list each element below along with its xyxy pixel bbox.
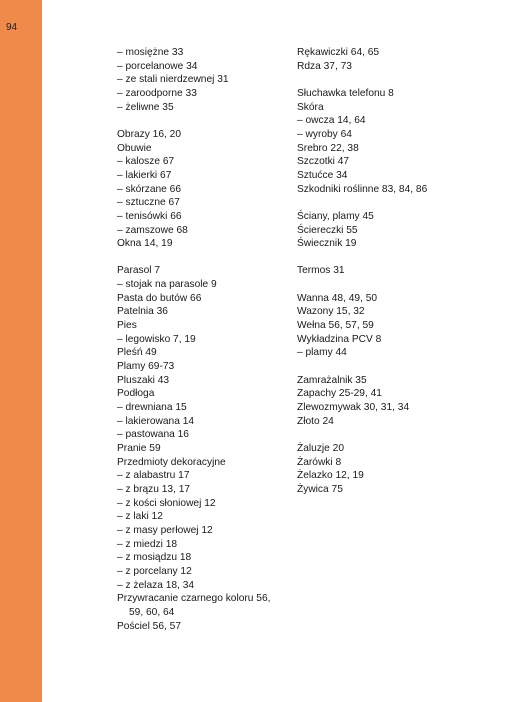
index-entry: – zamszowe 68 bbox=[117, 224, 188, 236]
index-entry: Okna 14, 19 bbox=[117, 238, 173, 250]
index-entry: Żelazko 12, 19 bbox=[297, 470, 364, 482]
index-entry: – skórzane 66 bbox=[117, 183, 181, 195]
index-entry: Szkodniki roślinne 83, 84, 86 bbox=[297, 183, 428, 195]
index-entry: – z kości słoniowej 12 bbox=[117, 497, 216, 509]
index-entry: Zlewozmywak 30, 31, 34 bbox=[297, 401, 410, 413]
entry-gap bbox=[297, 73, 497, 87]
index-entry: – pastowana 16 bbox=[117, 429, 189, 441]
index-entry: – plamy 44 bbox=[297, 347, 347, 359]
index-entry: – wyroby 64 bbox=[297, 128, 352, 140]
index-entry: Wykładzina PCV 8 bbox=[297, 333, 382, 345]
index-entry: Ściany, plamy 45 bbox=[297, 210, 374, 222]
index-entry: – z brązu 13, 17 bbox=[117, 483, 191, 495]
index-column-right bbox=[297, 46, 497, 497]
index-entry: – stojak na parasole 9 bbox=[117, 279, 217, 291]
index-entry: – z alabastru 17 bbox=[117, 470, 190, 482]
index-entry: – żeliwne 35 bbox=[117, 101, 174, 113]
index-entry: – lakierki 67 bbox=[117, 169, 172, 181]
index-entry: Pranie 59 bbox=[117, 443, 161, 454]
index-entry: Wełna 56, 57, 59 bbox=[297, 320, 374, 332]
index-entry: Pluszaki 43 bbox=[117, 374, 170, 386]
index-entry: Pasta do butów 66 bbox=[117, 292, 202, 304]
index-entry: – ze stali nierdzewnej 31 bbox=[117, 74, 229, 86]
index-entry: – tenisówki 66 bbox=[117, 210, 182, 222]
index-entry: Zapachy 25-29, 41 bbox=[297, 388, 382, 400]
index-entry: Słuchawka telefonu 8 bbox=[297, 87, 394, 99]
page-number: 94 bbox=[6, 22, 18, 33]
index-entry: – z mosiądzu 18 bbox=[117, 552, 192, 564]
index-entry: – zaroodporne 33 bbox=[117, 87, 197, 99]
index-entry: Zamrażalnik 35 bbox=[297, 374, 367, 386]
index-entry: – lakierowana 14 bbox=[117, 415, 195, 427]
entry-gap bbox=[297, 278, 497, 292]
index-entry: 59, 60, 64 bbox=[129, 606, 175, 618]
entry-gap bbox=[117, 114, 292, 128]
index-entry: – legowisko 7, 19 bbox=[117, 333, 196, 345]
index-entry: Żarówki 8 bbox=[297, 456, 342, 468]
index-entry: Rdza 37, 73 bbox=[297, 60, 352, 72]
index-entry: Świecznik 19 bbox=[297, 238, 357, 250]
index-entry: – sztuczne 67 bbox=[117, 197, 180, 209]
index-entry: Plamy 69-73 bbox=[117, 361, 175, 373]
index-entry: – drewniana 15 bbox=[117, 402, 187, 414]
index-entry: – z masy perłowej 12 bbox=[117, 524, 213, 536]
index-entry: Podłoga bbox=[117, 388, 155, 400]
index-entry: Obuwie bbox=[117, 142, 152, 154]
index-entry: – z laki 12 bbox=[117, 511, 163, 523]
entry-gap bbox=[297, 196, 497, 210]
index-entry: – z miedzi 18 bbox=[117, 538, 178, 550]
index-entry: Srebro 22, 38 bbox=[297, 142, 359, 154]
index-entry: – owcza 14, 64 bbox=[297, 115, 366, 127]
index-entry: – z żelaza 18, 34 bbox=[117, 579, 195, 591]
index-entry: – z porcelany 12 bbox=[117, 565, 192, 577]
index-entry: Przywracanie czarnego koloru 56, bbox=[117, 593, 271, 605]
index-entry: Pościel 56, 57 bbox=[117, 620, 181, 632]
entry-gap bbox=[117, 251, 292, 265]
index-entry: – mosiężne 33 bbox=[117, 47, 184, 58]
index-entry: Pies bbox=[117, 320, 137, 332]
index-entry: Sztućce 34 bbox=[297, 169, 348, 181]
index-entry: Szczotki 47 bbox=[297, 156, 350, 168]
index-entry: Pleśń 49 bbox=[117, 347, 157, 359]
entry-gap bbox=[297, 428, 497, 442]
index-entry: Wazony 15, 32 bbox=[297, 306, 365, 318]
orange-margin-band bbox=[0, 0, 42, 702]
index-entry: Żywica 75 bbox=[297, 483, 343, 495]
index-entry: Patelnia 36 bbox=[117, 306, 168, 318]
index-entry: Skóra bbox=[297, 101, 324, 113]
index-entry: – kalosze 67 bbox=[117, 156, 175, 168]
index-column-left bbox=[117, 46, 292, 633]
index-entry: Obrazy 16, 20 bbox=[117, 128, 181, 140]
index-entry: Wanna 48, 49, 50 bbox=[297, 292, 378, 304]
index-entry: Złoto 24 bbox=[297, 415, 334, 427]
entry-gap bbox=[297, 360, 497, 374]
index-entry: Termos 31 bbox=[297, 265, 345, 277]
index-entry: Przedmioty dekoracyjne bbox=[117, 456, 226, 468]
index-entry: Rękawiczki 64, 65 bbox=[297, 47, 380, 58]
index-entry: – porcelanowe 34 bbox=[117, 60, 198, 72]
index-entry: Parasol 7 bbox=[117, 265, 161, 277]
index-entry: Żaluzje 20 bbox=[297, 442, 345, 454]
entry-gap bbox=[297, 251, 497, 265]
index-entry: Ściereczki 55 bbox=[297, 224, 358, 236]
